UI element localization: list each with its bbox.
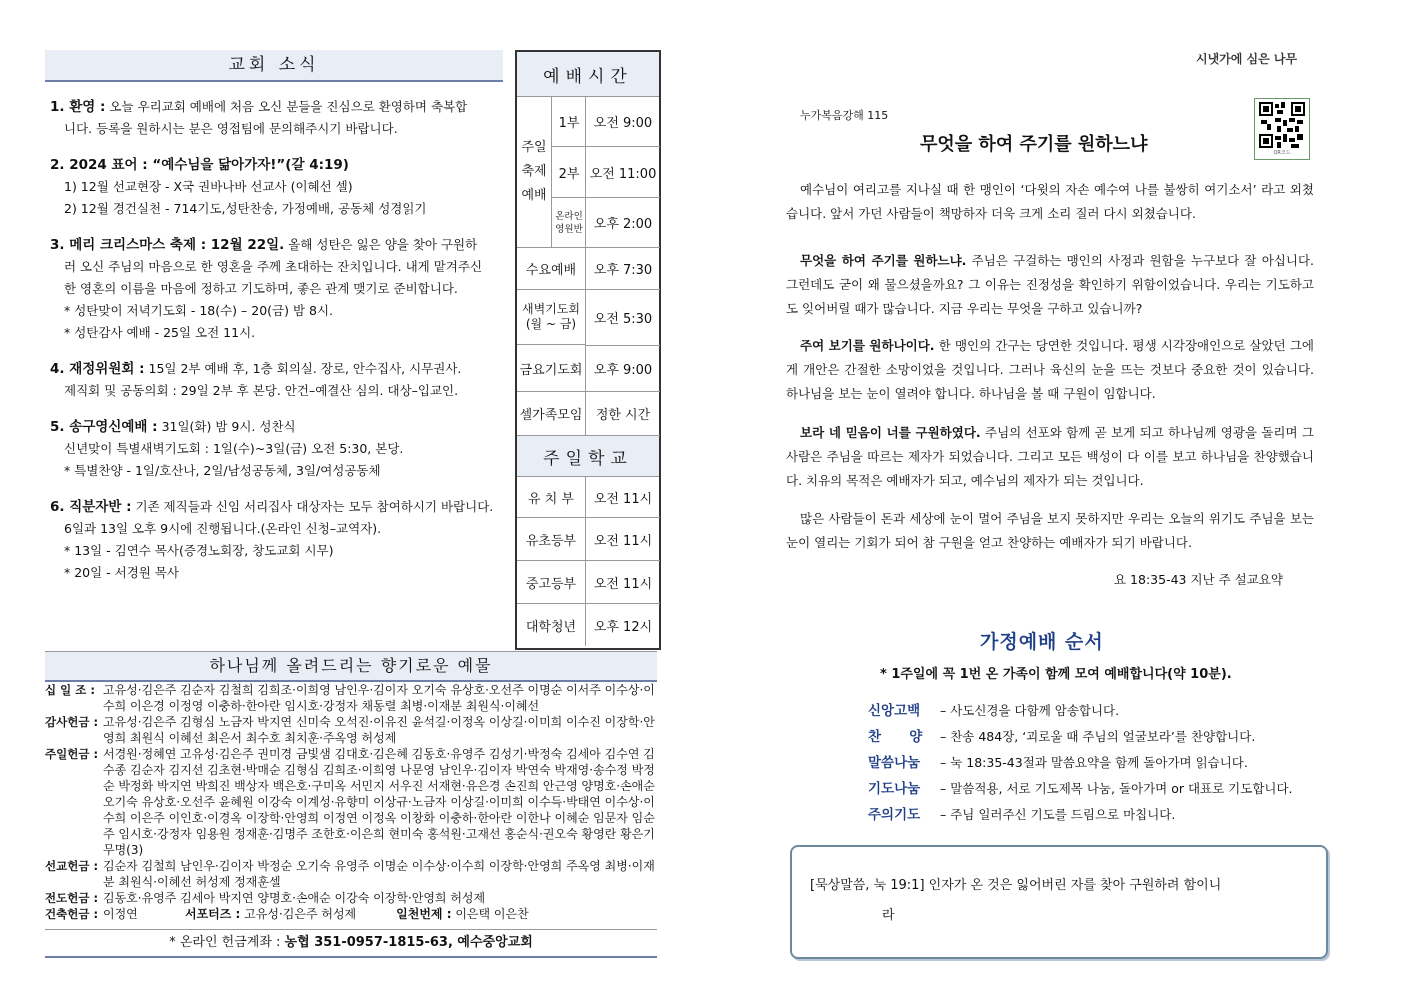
news-item-5 xyxy=(50,416,500,482)
service-name: 1부 xyxy=(551,97,586,147)
sermon-paragraph-5 xyxy=(786,507,1314,555)
memory-verse-box xyxy=(790,845,1328,959)
offering-row xyxy=(45,714,657,746)
news-section-header xyxy=(45,50,503,82)
bulletin-header: 시냇가에 심은 나무 xyxy=(1196,52,1298,66)
family-worship-note: * 1주일에 꼭 1번 온 가족이 함께 모여 예배합니다(약 10분). xyxy=(880,667,1232,682)
news-line: 제직회 및 공동의회 : 29일 2부 후 본당. 안건–예결산 심의. 대상–입교인. xyxy=(64,383,459,398)
offering-row xyxy=(45,858,657,890)
news-sub: * 특별찬양 - 1일/호산나, 2일/남성공동체, 3일/여성공동체 xyxy=(64,463,381,478)
news-line: 올해 성탄은 잃은 양을 찾아 구원하 xyxy=(288,237,478,252)
order-key: 신앙고백 xyxy=(868,703,921,719)
school-title: 주일학교 xyxy=(543,448,633,469)
order-key: 주의기도 xyxy=(868,807,921,823)
sermon-paragraph-1 xyxy=(786,178,1314,226)
sermon-text: 한 맹인의 간구는 당연한 것입니다. 평생 시각장애인으로 살았던 그에게 개안은 간절한 소망이었을 것입니다. 그러나 육신의 눈을 뜨는 것보다 중요한 것이 있습니다. 하나님을 보는 눈이 열려야 합니다. 하나님을 볼 때 구원이 임합니다. xyxy=(786,338,1314,401)
school-name: 대학청년 xyxy=(525,619,577,635)
order-item xyxy=(868,698,1293,724)
news-line: 오늘 우리교회 예배에 처음 오신 분들을 진심으로 환영하며 축복합 xyxy=(109,99,468,114)
offering-names: 고유성·김은주 김형심 노금자 박지연 신미숙 오석진·이유진 윤석길·이정옥 이상길·이미희 이수진 이장학·안영희 최원식 이혜선 최은서 최수호 최치훈·주옥영 허성제 xyxy=(103,715,655,745)
order-item xyxy=(868,776,1293,802)
offering-list xyxy=(45,682,657,922)
news-item-title: 1. 환영 : xyxy=(50,99,106,115)
news-list xyxy=(50,96,500,593)
sermon-text: 많은 사람들이 돈과 세상에 눈이 멀어 주님을 보지 못하지만 우리는 오늘의 위기도 주님을 보는 눈이 열리는 기회가 되어 참 구원을 얻고 찬양하는 예배자가 되기 바랍니다. xyxy=(786,511,1314,550)
offering-row xyxy=(45,682,657,714)
service-time: 정한 시간 xyxy=(585,392,660,436)
news-line: 31일(화) 밤 9시. 성찬식 xyxy=(161,419,296,434)
sermon-lead: 무엇을 하여 주기를 원하느냐. xyxy=(800,253,967,268)
qr-code xyxy=(1254,98,1310,160)
sermon-reference: 요 18:35-43 지난 주 설교요약 xyxy=(1114,572,1283,587)
news-sub: * 13일 - 김연수 목사(증경노회장, 창도교회 시무) xyxy=(64,543,334,558)
school-time: 오후 12시 xyxy=(585,604,660,646)
offering-names: 김순자 김철희 남인우·김이자 박정순 오기숙 유영주 이명순 이수상·이수희 이장학·안영희 주옥영 최병·이재분 최원식·이혜선 허성제 정재훈셀 xyxy=(103,859,655,889)
news-item-title: 3. 메리 크리스마스 축제 : 12월 22일. xyxy=(50,237,285,253)
news-sub: 1) 12월 선교현장 - X국 권바나바 선교사 (이혜선 셀) xyxy=(64,179,353,194)
order-key: 말씀나눔 xyxy=(868,755,921,771)
news-item-title: 2. 2024 표어 : “예수님을 닮아가자!”(갈 4:19) xyxy=(50,157,349,173)
memory-verse-line-2: 라 xyxy=(882,908,895,923)
order-desc: – 말씀적용, 서로 기도제목 나눔, 돌아가며 or 대표로 기도합니다. xyxy=(939,781,1293,796)
sermon-paragraph-2 xyxy=(786,249,1314,321)
school-name: 중고등부 xyxy=(517,561,585,604)
news-line: 신년맞이 특별새벽기도회 : 1일(수)~3일(금) 오전 5:30, 본당. xyxy=(64,441,404,456)
news-item-title: 6. 직분자반 : xyxy=(50,499,132,515)
order-desc: – 사도신경을 다함께 암송합니다. xyxy=(939,703,1120,718)
school-header xyxy=(517,436,659,477)
sermon-text: 주님은 구걸하는 맹인의 사정과 원함을 누구보다 잘 아십니다. 그런데도 굳이 왜 물으셨을까요? 그 이유는 진정성을 확인하기 위함이었습니다. 우리는 기도하고도 잊어버릴 때가 많습니다. 지금 우리는 무엇을 구하고 있습니까? xyxy=(786,253,1314,316)
offering-label: 전도헌금 : xyxy=(45,891,99,905)
series-label: 누가복음강해 115 xyxy=(800,109,889,122)
service-name: 2부 xyxy=(551,147,586,198)
offering-label: 주일헌금 : xyxy=(45,747,99,761)
offering-names: 서경원·정혜연 고유성·김은주 권미경 금빛샘 김대호·김은혜 김동호·유영주 김성기·박정숙 김세아 김수연 김수종 김순자 김지선 김초현·박매순 김형심 김희조·이희영 나문영 남인우·김이자 박연숙 박재영·송수정 박정순 박정화 박지연 박희진 백상자 백은호·구미옥 서민지 서우진 서재현·유은경 손진희 안근영 양명호·손애순 오기숙 유상호·오선주 윤혜원 이강숙 이계성·유향미 이상규·노금자 이상길·이미희 이수득·박태연 이수상·이수희 이은주 이인호·이경옥 이장학·안영희 이정연 이정옥 이창화 이충하·한아란 이한나 이혜순 임문자 임순주 임시호·강정자 임용원 정재훈·김명주 조한호·이은희 현미숙 홍석원·고재선 홍순식·권오숙 황영란 황은기 무명(3) xyxy=(103,747,655,857)
sermon-lead: 보라 네 믿음이 너를 구원하였다. xyxy=(800,425,981,440)
sermon-text: 주님의 선포와 함께 곧 보게 되고 하나님께 영광을 돌리며 그 사람은 주님을 따르는 제자가 되었습니다. 그리고 모든 백성이 다 이를 보고 하나님을 찬양했습니다. 치유의 목적은 예배자가 되고, 예수님의 제자가 되는 것입니다. xyxy=(786,425,1314,488)
account-number: 농협 351-0957-1815-63, 예수중앙교회 xyxy=(284,935,533,950)
service-name: 셀가족모임 xyxy=(517,392,585,436)
sermon-lead: 주여 보기를 원하나이다. xyxy=(800,338,935,353)
memory-verse-line-1: [묵상말씀, 눅 19:1] 인자가 온 것은 잃어버린 자를 찾아 구원하려 함이니 xyxy=(810,878,1222,893)
sermon-paragraph-3 xyxy=(786,334,1314,406)
sunday-label: 축제 xyxy=(521,164,547,179)
school-time: 오전 11시 xyxy=(585,518,660,561)
service-time: 오후 9:00 xyxy=(585,346,660,392)
offering-row xyxy=(45,746,657,858)
sunday-label: 주일 xyxy=(521,140,547,155)
news-sub: * 20일 - 서경원 목사 xyxy=(64,565,180,580)
news-sub: * 성탄감사 예배 - 25일 오전 11시. xyxy=(64,325,256,340)
worship-header xyxy=(517,52,659,97)
order-item xyxy=(868,724,1293,750)
school-name: 유초등부 xyxy=(517,518,585,561)
offering-row xyxy=(45,890,657,906)
news-item-1 xyxy=(50,96,500,140)
news-line: 한 영혼의 이름을 마음에 정하고 기도하며, 좋은 관계 맺기로 준비합니다. xyxy=(64,281,458,296)
qr-code-icon xyxy=(1259,102,1305,148)
service-time: 오전 11:00 xyxy=(585,147,660,198)
service-name: 금요기도회 xyxy=(517,346,585,392)
service-time: 오전 9:00 xyxy=(585,97,660,147)
news-item-title: 5. 송구영신예배 : xyxy=(50,419,158,435)
offering-label: 선교헌금 : xyxy=(45,859,99,873)
account-prefix: * 온라인 헌금계좌 : xyxy=(169,935,281,950)
offering-row xyxy=(45,906,657,922)
news-item-2 xyxy=(50,154,500,220)
service-time: 오후 7:30 xyxy=(585,248,660,290)
news-sub: 2) 12월 경건실천 - 714기도,성탄찬송, 가정예배, 공동체 성경읽기 xyxy=(64,201,427,216)
school-time: 오전 11시 xyxy=(585,561,660,604)
news-item-6 xyxy=(50,496,500,584)
news-line: 기존 제직들과 신임 서리집사 대상자는 모두 참여하시기 바랍니다. xyxy=(135,499,494,514)
worship-title: 예배시간 xyxy=(543,66,633,87)
sunday-label-cell xyxy=(517,97,551,248)
supporters-names: 고유성·김은주 허성제 xyxy=(244,907,357,921)
service-name: 온라인 영원반 xyxy=(551,198,586,248)
account-bar xyxy=(45,929,657,958)
news-item-3 xyxy=(50,234,500,344)
sermon-text: 예수님이 여리고를 지나실 때 한 맹인이 ‘다윗의 자손 예수여 나를 불쌍히 여기소서’ 라고 외쳤습니다. 앞서 가던 사람들이 책망하자 더욱 크게 소리 질러 다시 외쳤습니다. xyxy=(786,182,1314,221)
news-line: 6일과 13일 오후 9시에 진행됩니다.(온라인 신청–교역자). xyxy=(64,521,382,536)
news-item-title: 4. 재정위원회 : xyxy=(50,361,145,377)
sunday-label: 예배 xyxy=(521,188,547,203)
order-desc: – 주님 일러주신 기도를 드림으로 마칩니다. xyxy=(939,807,1176,822)
news-line: 니다. 등록을 원하시는 분은 영접팀에 문의해주시기 바랍니다. xyxy=(64,121,398,136)
service-name: 새벽기도회 (월 ~ 금) xyxy=(517,290,585,345)
news-item-4 xyxy=(50,358,500,402)
news-sub: * 성탄맞이 저녁기도회 - 18(수) – 20(금) 밤 8시. xyxy=(64,303,334,318)
service-time: 오후 2:00 xyxy=(585,198,660,248)
order-item xyxy=(868,802,1293,828)
offering-section-header xyxy=(45,651,657,682)
family-worship-title: 가정예배 순서 xyxy=(980,631,1104,653)
qr-caption: QR코드 xyxy=(1273,150,1291,156)
order-key: 찬 양 xyxy=(868,729,923,745)
news-title: 교회 소식 xyxy=(228,55,320,75)
offering-label: 건축헌금 : xyxy=(45,907,99,921)
worship-schedule-table xyxy=(515,50,661,650)
supporters-label: 서포터즈 : xyxy=(185,907,241,921)
offering-names: 고유성·김은주 김순자 김철희 김희조·이희영 남인우·김이자 오기숙 유상호·오선주 이명순 이서주 이수상·이수희 이은경 이정영 이충하·한아란 임시호·강정자 채동렬 최병·이재분 최원식·이혜선 xyxy=(103,683,655,713)
offering-names: 김동호·유영주 김세아 박지연 양명호·손애순 이강숙 이장학·안영희 허성제 xyxy=(103,891,486,905)
service-time: 오전 5:30 xyxy=(585,290,660,346)
school-name: 유 치 부 xyxy=(517,477,585,518)
news-line: 러 오신 주님의 마음으로 한 영혼을 주께 초대하는 잔치입니다. 내게 맡겨주신 xyxy=(64,259,483,274)
family-worship-order xyxy=(868,698,1293,828)
order-desc: – 눅 18:35-43절과 말씀요약을 함께 돌아가며 읽습니다. xyxy=(939,755,1248,770)
order-key: 기도나눔 xyxy=(868,781,921,797)
school-time: 오전 11시 xyxy=(585,477,660,518)
ilcheon-names: 이은택 이은찬 xyxy=(455,907,529,921)
sermon-paragraph-4 xyxy=(786,421,1314,493)
offering-label: 감사헌금 : xyxy=(45,715,99,729)
ilcheon-label: 일천번제 : xyxy=(396,907,452,921)
service-name: 수요예배 xyxy=(517,248,585,290)
offering-names: 이정연 xyxy=(103,907,138,921)
sermon-title: 무엇을 하여 주기를 원하느냐 xyxy=(920,134,1148,155)
order-desc: – 찬송 484장, ‘괴로울 때 주님의 얼굴보라’를 찬양합니다. xyxy=(939,729,1256,744)
offering-label: 십 일 조 : xyxy=(45,683,95,697)
offering-title: 하나님께 올려드리는 향기로운 예물 xyxy=(209,656,493,675)
news-line: 15일 2부 예배 후, 1층 회의실. 장로, 안수집사, 시무권사. xyxy=(148,361,462,376)
order-item xyxy=(868,750,1293,776)
